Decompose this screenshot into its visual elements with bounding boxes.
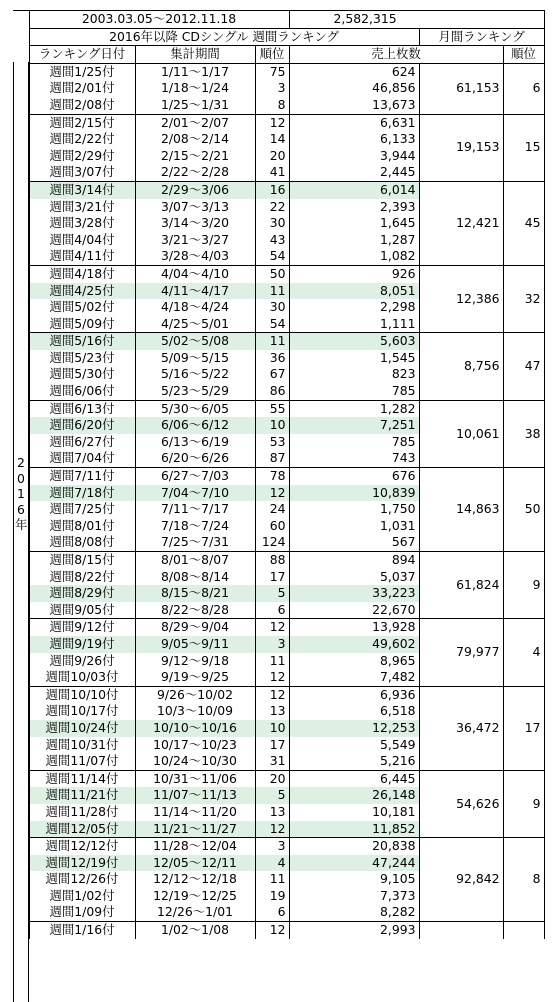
weekly-sales: 1,545 <box>289 350 419 367</box>
weekly-rank: 60 <box>255 518 289 535</box>
monthly-rank: 47 <box>503 333 544 400</box>
week-date: 週間12/19付 <box>29 855 135 872</box>
weekly-rank: 55 <box>255 400 289 417</box>
weekly-rank: 124 <box>255 534 289 551</box>
weekly-rank: 36 <box>255 350 289 367</box>
week-date: 週間3/07付 <box>29 164 135 181</box>
weekly-rank: 6 <box>255 602 289 619</box>
weekly-rank: 14 <box>255 131 289 148</box>
monthly-sales: 54,626 <box>419 770 503 837</box>
weekly-sales: 26,148 <box>289 787 419 804</box>
week-date: 週間7/25付 <box>29 501 135 518</box>
weekly-sales: 5,037 <box>289 569 419 586</box>
week-date: 週間11/28付 <box>29 804 135 821</box>
week-date: 週間1/09付 <box>29 904 135 921</box>
aggregation-period: 12/19～12/25 <box>135 888 255 905</box>
aggregation-period: 10/31～11/06 <box>135 770 255 787</box>
year-label-char: 2 <box>17 455 25 470</box>
aggregation-period: 9/19～9/25 <box>135 669 255 686</box>
aggregation-period: 4/11～4/17 <box>135 283 255 300</box>
weekly-sales: 676 <box>289 468 419 485</box>
week-date: 週間2/29付 <box>29 148 135 165</box>
weekly-rank: 12 <box>255 114 289 131</box>
weekly-sales: 785 <box>289 434 419 451</box>
week-date: 週間10/31付 <box>29 737 135 754</box>
aggregation-period: 10/17～10/23 <box>135 737 255 754</box>
year-label-char: 0 <box>17 470 25 486</box>
week-date: 週間10/10付 <box>29 686 135 703</box>
week-date: 週間12/12付 <box>29 838 135 855</box>
week-date: 週間4/25付 <box>29 283 135 300</box>
col-header-week: ランキング日付 <box>29 46 135 64</box>
period-range: 2003.03.05～2012.11.18 <box>29 11 289 29</box>
aggregation-period: 10/10～10/16 <box>135 720 255 737</box>
weekly-sales: 624 <box>289 63 419 80</box>
weekly-sales: 46,856 <box>289 80 419 97</box>
table-row <box>13 552 544 569</box>
weekly-sales: 1,111 <box>289 316 419 333</box>
aggregation-period: 11/14～11/20 <box>135 804 255 821</box>
aggregation-period: 12/05～12/11 <box>135 855 255 872</box>
weekly-rank: 12 <box>255 922 289 939</box>
weekly-sales: 2,298 <box>289 299 419 316</box>
week-date: 週間3/21付 <box>29 199 135 216</box>
monthly-sales: 12,386 <box>419 265 503 332</box>
weekly-sales: 7,373 <box>289 888 419 905</box>
week-date: 週間8/29付 <box>29 585 135 602</box>
weekly-rank: 11 <box>255 283 289 300</box>
col-header-monthly-rank: 順位 <box>503 46 544 64</box>
weekly-sales: 6,936 <box>289 686 419 703</box>
weekly-rank: 4 <box>255 855 289 872</box>
aggregation-period: 7/25～7/31 <box>135 534 255 551</box>
monthly-sales: 10,061 <box>419 400 503 467</box>
aggregation-period: 8/22～8/28 <box>135 602 255 619</box>
weekly-rank: 54 <box>255 316 289 333</box>
table-row <box>13 770 544 787</box>
aggregation-period: 2/29～3/06 <box>135 181 255 198</box>
week-date: 週間5/09付 <box>29 316 135 333</box>
week-date: 週間11/07付 <box>29 753 135 770</box>
aggregation-period: 6/27～7/03 <box>135 468 255 485</box>
week-date: 週間5/16付 <box>29 333 135 350</box>
monthly-sales: 12,421 <box>419 181 503 265</box>
weekly-sales: 11,852 <box>289 821 419 838</box>
weekly-ranking-title: 2016年以降 CDシングル 週間ランキング <box>29 28 419 46</box>
weekly-rank: 5 <box>255 787 289 804</box>
table-row <box>13 181 544 198</box>
weekly-rank: 10 <box>255 417 289 434</box>
weekly-rank: 78 <box>255 468 289 485</box>
week-date: 週間6/20付 <box>29 417 135 434</box>
week-date: 週間2/01付 <box>29 80 135 97</box>
weekly-sales: 47,244 <box>289 855 419 872</box>
weekly-rank: 12 <box>255 821 289 838</box>
week-date: 週間7/11付 <box>29 468 135 485</box>
aggregation-period: 11/07～11/13 <box>135 787 255 804</box>
week-date: 週間12/26付 <box>29 871 135 888</box>
monthly-sales: 19,153 <box>419 114 503 181</box>
weekly-sales: 1,282 <box>289 400 419 417</box>
week-date: 週間9/12付 <box>29 619 135 636</box>
week-date: 週間2/08付 <box>29 97 135 114</box>
year-label-char: 年 <box>15 517 28 532</box>
weekly-sales: 10,839 <box>289 485 419 502</box>
weekly-sales: 2,393 <box>289 199 419 216</box>
aggregation-period: 1/11～1/17 <box>135 63 255 80</box>
weekly-sales: 1,031 <box>289 518 419 535</box>
weekly-rank: 19 <box>255 888 289 905</box>
week-date: 週間11/21付 <box>29 787 135 804</box>
monthly-ranking-title: 月間ランキング <box>419 28 544 46</box>
monthly-rank: 50 <box>503 468 544 552</box>
week-date: 週間2/15付 <box>29 114 135 131</box>
table-row <box>13 114 544 131</box>
weekly-rank: 87 <box>255 450 289 467</box>
weekly-sales: 926 <box>289 265 419 282</box>
weekly-rank: 5 <box>255 585 289 602</box>
aggregation-period: 2/15～2/21 <box>135 148 255 165</box>
weekly-rank: 11 <box>255 653 289 670</box>
weekly-rank: 8 <box>255 97 289 114</box>
weekly-rank: 3 <box>255 636 289 653</box>
week-date: 週間7/18付 <box>29 485 135 502</box>
monthly-rank: 4 <box>503 619 544 686</box>
aggregation-period: 5/16～5/22 <box>135 366 255 383</box>
weekly-sales: 6,631 <box>289 114 419 131</box>
weekly-rank: 22 <box>255 199 289 216</box>
col-header-period: 集計期間 <box>135 46 255 64</box>
weekly-rank: 11 <box>255 333 289 350</box>
aggregation-period: 3/14～3/20 <box>135 215 255 232</box>
weekly-sales: 2,445 <box>289 164 419 181</box>
aggregation-period: 7/11～7/17 <box>135 501 255 518</box>
aggregation-period: 5/23～5/29 <box>135 383 255 400</box>
weekly-sales: 785 <box>289 383 419 400</box>
monthly-sales: 14,863 <box>419 468 503 552</box>
week-date: 週間8/22付 <box>29 569 135 586</box>
weekly-rank: 12 <box>255 485 289 502</box>
aggregation-period: 2/22～2/28 <box>135 164 255 181</box>
aggregation-period: 9/05～9/11 <box>135 636 255 653</box>
monthly-rank: 17 <box>503 686 544 770</box>
weekly-sales: 9,105 <box>289 871 419 888</box>
week-date: 週間8/01付 <box>29 518 135 535</box>
weekly-rank: 20 <box>255 148 289 165</box>
weekly-sales: 5,216 <box>289 753 419 770</box>
week-date: 週間9/26付 <box>29 653 135 670</box>
aggregation-period: 2/08～2/14 <box>135 131 255 148</box>
col-header-sales: 売上枚数 <box>289 46 503 64</box>
week-date: 週間9/19付 <box>29 636 135 653</box>
monthly-sales: 79,977 <box>419 619 503 686</box>
weekly-rank: 24 <box>255 501 289 518</box>
week-date: 週間5/23付 <box>29 350 135 367</box>
table-row <box>13 686 544 703</box>
weekly-sales: 2,993 <box>289 922 419 939</box>
weekly-sales: 1,082 <box>289 248 419 265</box>
weekly-rank: 17 <box>255 569 289 586</box>
aggregation-period: 6/20～6/26 <box>135 450 255 467</box>
week-date: 週間1/16付 <box>29 922 135 939</box>
monthly-sales: 92,842 <box>419 838 503 922</box>
weekly-rank: 20 <box>255 770 289 787</box>
aggregation-period: 11/28～12/04 <box>135 838 255 855</box>
weekly-sales: 894 <box>289 552 419 569</box>
aggregation-period: 10/3～10/09 <box>135 703 255 720</box>
weekly-rank: 53 <box>255 434 289 451</box>
weekly-rank: 43 <box>255 232 289 249</box>
weekly-rank: 41 <box>255 164 289 181</box>
aggregation-period: 9/12～9/18 <box>135 653 255 670</box>
week-date: 週間12/05付 <box>29 821 135 838</box>
weekly-rank: 86 <box>255 383 289 400</box>
week-date: 週間10/24付 <box>29 720 135 737</box>
table-row <box>13 400 544 417</box>
weekly-sales: 1,287 <box>289 232 419 249</box>
aggregation-period: 5/30～6/05 <box>135 400 255 417</box>
week-date: 週間3/14付 <box>29 181 135 198</box>
monthly-rank: 8 <box>503 838 544 922</box>
aggregation-period: 1/25～1/31 <box>135 97 255 114</box>
weekly-rank: 54 <box>255 248 289 265</box>
aggregation-period: 6/13～6/19 <box>135 434 255 451</box>
week-date: 週間8/08付 <box>29 534 135 551</box>
weekly-sales: 12,253 <box>289 720 419 737</box>
weekly-rank: 12 <box>255 669 289 686</box>
weekly-sales: 6,014 <box>289 181 419 198</box>
weekly-sales: 6,133 <box>289 131 419 148</box>
week-date: 週間9/05付 <box>29 602 135 619</box>
weekly-sales: 20,838 <box>289 838 419 855</box>
weekly-sales: 8,282 <box>289 904 419 921</box>
table-row <box>13 63 544 80</box>
aggregation-period: 6/06～6/12 <box>135 417 255 434</box>
week-date: 週間3/28付 <box>29 215 135 232</box>
weekly-rank: 12 <box>255 686 289 703</box>
weekly-rank: 11 <box>255 871 289 888</box>
monthly-sales <box>419 922 503 939</box>
aggregation-period: 8/01～8/07 <box>135 552 255 569</box>
week-date: 週間4/18付 <box>29 265 135 282</box>
table-row <box>13 619 544 636</box>
weekly-sales: 6,518 <box>289 703 419 720</box>
week-date: 週間6/06付 <box>29 383 135 400</box>
monthly-rank: 32 <box>503 265 544 332</box>
weekly-sales: 7,482 <box>289 669 419 686</box>
weekly-rank: 50 <box>255 265 289 282</box>
table-row <box>13 333 544 350</box>
week-date: 週間11/14付 <box>29 770 135 787</box>
aggregation-period: 8/29～9/04 <box>135 619 255 636</box>
weekly-sales: 10,181 <box>289 804 419 821</box>
monthly-rank: 15 <box>503 114 544 181</box>
aggregation-period: 1/02～1/08 <box>135 922 255 939</box>
ranking-table <box>13 10 545 939</box>
aggregation-period: 3/21～3/27 <box>135 232 255 249</box>
aggregation-period: 4/04～4/10 <box>135 265 255 282</box>
monthly-sales: 36,472 <box>419 686 503 770</box>
monthly-rank: 38 <box>503 400 544 467</box>
monthly-rank: 9 <box>503 552 544 619</box>
week-date: 週間10/17付 <box>29 703 135 720</box>
weekly-sales: 8,051 <box>289 283 419 300</box>
weekly-rank: 13 <box>255 804 289 821</box>
weekly-sales: 1,750 <box>289 501 419 518</box>
aggregation-period: 3/28～4/03 <box>135 248 255 265</box>
aggregation-period: 8/08～8/14 <box>135 569 255 586</box>
weekly-rank: 3 <box>255 838 289 855</box>
weekly-rank: 12 <box>255 619 289 636</box>
week-date: 週間6/27付 <box>29 434 135 451</box>
aggregation-period: 11/21～11/27 <box>135 821 255 838</box>
week-date: 週間5/02付 <box>29 299 135 316</box>
weekly-rank: 67 <box>255 366 289 383</box>
aggregation-period: 12/12～12/18 <box>135 871 255 888</box>
weekly-sales: 13,673 <box>289 97 419 114</box>
weekly-rank: 88 <box>255 552 289 569</box>
monthly-rank: 6 <box>503 63 544 114</box>
weekly-sales: 22,670 <box>289 602 419 619</box>
weekly-rank: 31 <box>255 753 289 770</box>
aggregation-period: 10/24～10/30 <box>135 753 255 770</box>
weekly-rank: 10 <box>255 720 289 737</box>
col-header-rank: 順位 <box>255 46 289 64</box>
aggregation-period: 4/25～5/01 <box>135 316 255 333</box>
weekly-rank: 75 <box>255 63 289 80</box>
monthly-rank: 9 <box>503 770 544 837</box>
week-date: 週間7/04付 <box>29 450 135 467</box>
weekly-rank: 3 <box>255 80 289 97</box>
week-date: 週間4/11付 <box>29 248 135 265</box>
aggregation-period: 12/26～1/01 <box>135 904 255 921</box>
table-row <box>13 838 544 855</box>
weekly-sales: 5,549 <box>289 737 419 754</box>
year-label-char: 6 <box>17 501 25 517</box>
weekly-rank: 30 <box>255 215 289 232</box>
weekly-sales: 8,965 <box>289 653 419 670</box>
weekly-sales: 7,251 <box>289 417 419 434</box>
monthly-sales: 61,824 <box>419 552 503 619</box>
aggregation-period: 3/07～3/13 <box>135 199 255 216</box>
week-date: 週間10/03付 <box>29 669 135 686</box>
aggregation-period: 8/15～8/21 <box>135 585 255 602</box>
weekly-sales: 567 <box>289 534 419 551</box>
table-row <box>13 265 544 282</box>
weekly-sales: 49,602 <box>289 636 419 653</box>
weekly-sales: 3,944 <box>289 148 419 165</box>
weekly-rank: 16 <box>255 181 289 198</box>
aggregation-period: 2/01～2/07 <box>135 114 255 131</box>
table-row <box>13 922 544 939</box>
week-date: 週間2/22付 <box>29 131 135 148</box>
weekly-sales: 823 <box>289 366 419 383</box>
aggregation-period: 5/09～5/15 <box>135 350 255 367</box>
weekly-sales: 6,445 <box>289 770 419 787</box>
weekly-sales: 5,603 <box>289 333 419 350</box>
aggregation-period: 9/26～10/02 <box>135 686 255 703</box>
week-date: 週間4/04付 <box>29 232 135 249</box>
total-sales: 2,582,315 <box>289 11 544 29</box>
aggregation-period: 7/18～7/24 <box>135 518 255 535</box>
aggregation-period: 1/18～1/24 <box>135 80 255 97</box>
aggregation-period: 7/04～7/10 <box>135 485 255 502</box>
table-row <box>13 468 544 485</box>
weekly-sales: 743 <box>289 450 419 467</box>
monthly-rank <box>503 922 544 939</box>
week-date: 週間1/25付 <box>29 63 135 80</box>
week-date: 週間8/15付 <box>29 552 135 569</box>
weekly-rank: 13 <box>255 703 289 720</box>
weekly-sales: 33,223 <box>289 585 419 602</box>
aggregation-period: 4/18～4/24 <box>135 299 255 316</box>
monthly-sales: 61,153 <box>419 63 503 114</box>
week-date: 週間1/02付 <box>29 888 135 905</box>
monthly-rank: 45 <box>503 181 544 265</box>
week-date: 週間6/13付 <box>29 400 135 417</box>
year-label-char: 1 <box>17 486 25 501</box>
weekly-sales: 13,928 <box>289 619 419 636</box>
weekly-rank: 30 <box>255 299 289 316</box>
weekly-rank: 17 <box>255 737 289 754</box>
week-date: 週間5/30付 <box>29 366 135 383</box>
weekly-sales: 1,645 <box>289 215 419 232</box>
weekly-rank: 6 <box>255 904 289 921</box>
monthly-sales: 8,756 <box>419 333 503 400</box>
aggregation-period: 5/02～5/08 <box>135 333 255 350</box>
